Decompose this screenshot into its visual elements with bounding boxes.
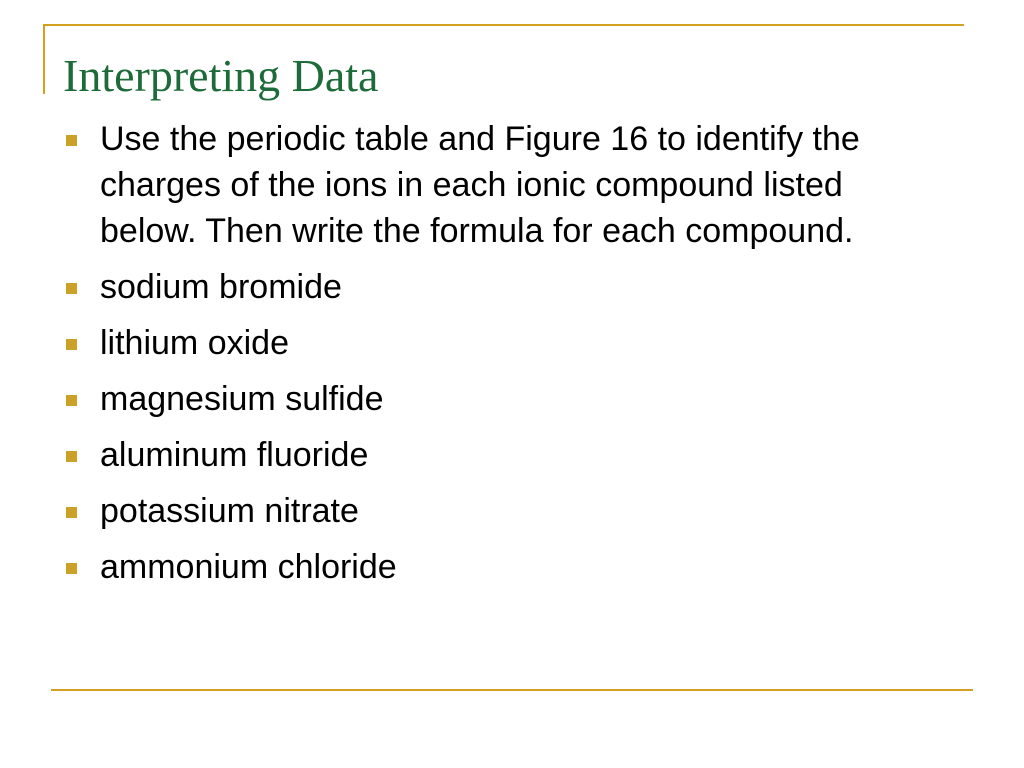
bullet-list <box>66 116 946 600</box>
bullet-item-aluminum-fluoride <box>66 432 946 478</box>
bullet-item-instructions <box>66 116 946 254</box>
top-accent-line <box>43 24 964 26</box>
square-bullet-icon <box>66 507 77 518</box>
square-bullet-icon <box>66 283 77 294</box>
bullet-text: sodium bromide <box>100 268 342 306</box>
left-accent-line <box>43 24 45 94</box>
square-bullet-icon <box>66 135 77 146</box>
bullet-item-lithium-oxide <box>66 320 946 366</box>
bottom-accent-line <box>51 689 973 691</box>
bullet-item-magnesium-sulfide <box>66 376 946 422</box>
square-bullet-icon <box>66 451 77 462</box>
bullet-text: lithium oxide <box>100 324 289 362</box>
bullet-item-potassium-nitrate <box>66 488 946 534</box>
square-bullet-icon <box>66 563 77 574</box>
bullet-item-ammonium-chloride <box>66 544 946 590</box>
bullet-text: ammonium chloride <box>100 548 397 586</box>
bullet-item-sodium-bromide <box>66 264 946 310</box>
square-bullet-icon <box>66 395 77 406</box>
bullet-text: aluminum fluoride <box>100 436 369 474</box>
square-bullet-icon <box>66 339 77 350</box>
slide-title: Interpreting Data <box>63 50 379 101</box>
bullet-text: magnesium sulfide <box>100 380 384 418</box>
bullet-text: Use the periodic table and Figure 16 to identify the charges of the ions in each ionic compound listed below. Then write the formula for each compound. <box>100 120 860 250</box>
bullet-text: potassium nitrate <box>100 492 359 530</box>
